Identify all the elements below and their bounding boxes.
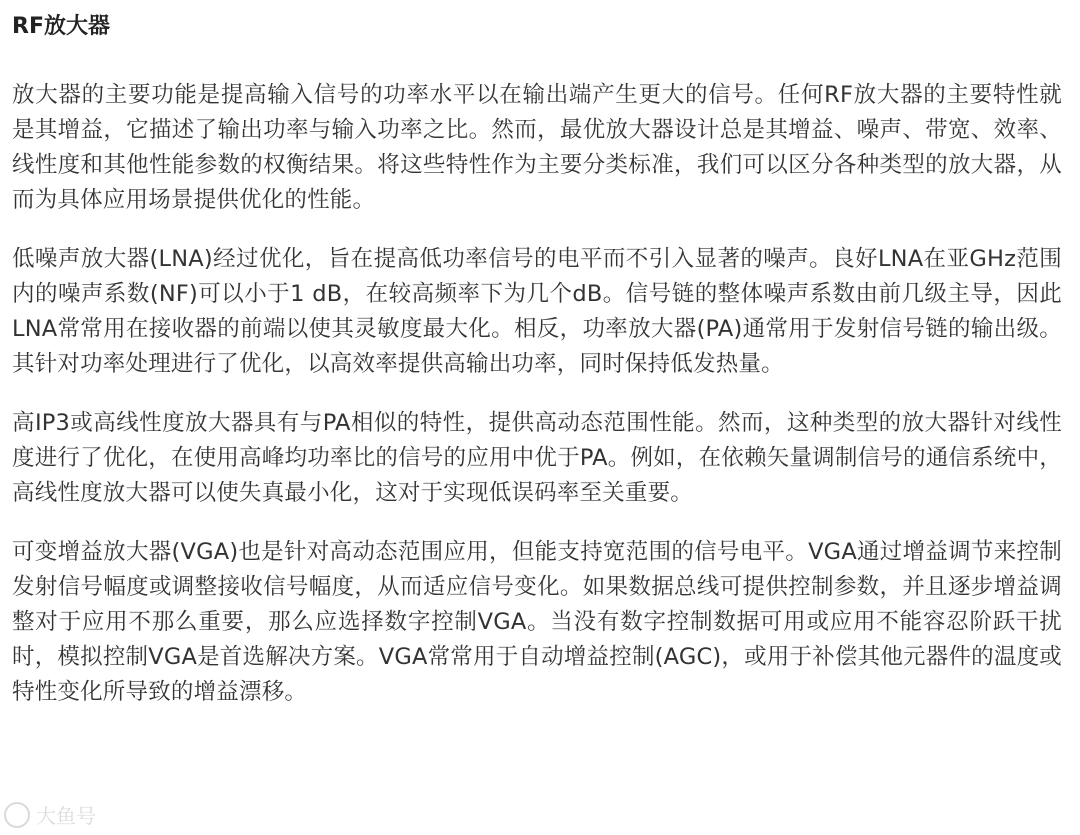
paragraph-amplifier-overview: 放大器的主要功能是提高输入信号的功率水平以在输出端产生更大的信号。任何RF放大器的主要特性就是其增益，它描述了输出功率与输入功率之比。然而，最优放大器设计总是其增益、噪声、带宽、效率、线性度和其他性能参数的权衡结果。将这些特性作为主要分类标准，我们可以区分各种类型的放大器，从而为具体应用场景提供优化的性能。 (12, 82, 1062, 213)
paragraph-vga: 可变增益放大器(VGA)也是针对高动态范围应用，但能支持宽范围的信号电平。VGA通过增益调节来控制发射信号幅度或调整接收信号幅度，从而适应信号变化。如果数据总线可提供控制参数，并且逐步增益调整对于应用不那么重要，那么应选择数字控制VGA。当没有数字控制数据可用或应用不能容忍阶跃干扰时，模拟控制VGA是首选解决方案。VGA常常用于自动增益控制(AGC)，或用于补偿其他元器件的温度或特性变化所导致的增益漂移。 (12, 539, 1062, 705)
paragraph-high-linearity: 高IP3或高线性度放大器具有与PA相似的特性，提供高动态范围性能。然而，这种类型的放大器针对线性度进行了优化，在使用高峰均功率比的信号的应用中优于PA。例如，在依赖矢量调制信号的通信系统中，高线性度放大器可以使失真最小化，这对于实现低误码率至关重要。 (12, 410, 1062, 506)
paragraph-lna-pa: 低噪声放大器(LNA)经过优化，旨在提高低功率信号的电平而不引入显著的噪声。良好LNA在亚GHz范围内的噪声系数(NF)可以小于1 dB，在较高频率下为几个dB。信号链的整体噪声系数由前几级主导，因此LNA常常用在接收器的前端以使其灵敏度最大化。相反，功率放大器(PA)通常用于发射信号链的输出级。其针对功率处理进行了优化，以高效率提供高输出功率，同时保持低发热量。 (12, 246, 1062, 377)
article-heading: RF放大器 (12, 14, 110, 39)
watermark-logo-icon (4, 802, 30, 828)
watermark-text: 大鱼号 (36, 804, 96, 828)
article (12, 0, 1062, 710)
watermark (4, 800, 96, 829)
